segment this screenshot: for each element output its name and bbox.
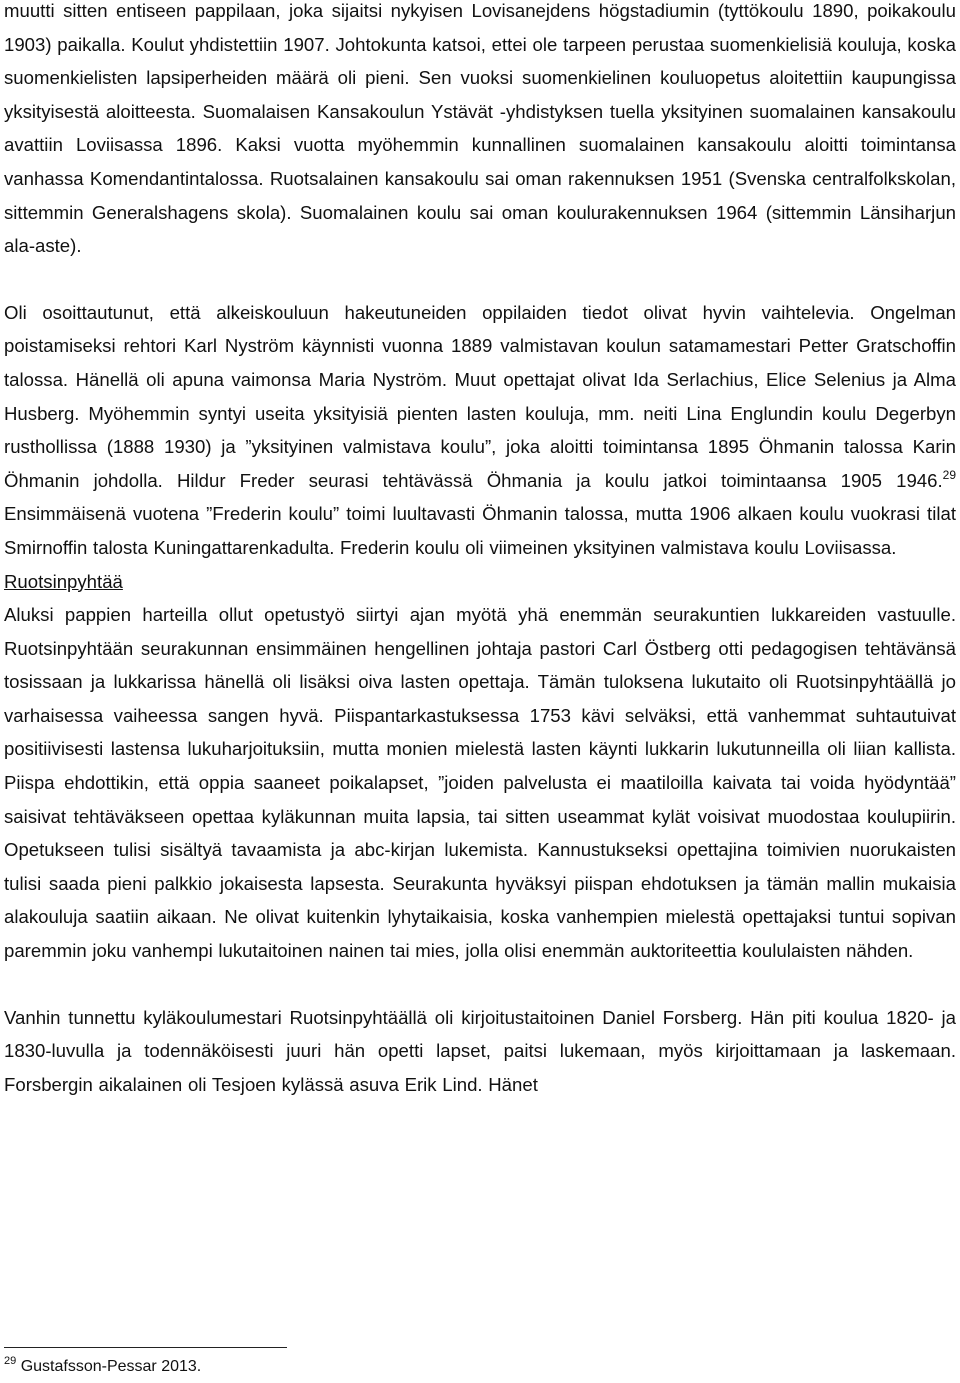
paragraph-text-continued: Ensimmäisenä vuotena ”Frederin koulu” toimi luultavasti Öhmanin talossa, mutta 1906 alkaen koulu vuokrasi tilat Smirnoffin talosta Kuningattarenkadulta. Frederin koulu oli viimeinen yksityinen valmistava koulu Loviisassa. [4, 503, 956, 558]
footnote-separator [4, 1347, 287, 1348]
document-page [4, 0, 956, 1101]
footnote-number: 29 [4, 1355, 17, 1367]
footnote-text: Gustafsson-Pessar 2013. [16, 1358, 202, 1375]
footnote [4, 1356, 201, 1378]
paragraph-text: Oli osoittautunut, että alkeiskouluun hakeutuneiden oppilaiden tiedot olivat hyvin vaihtelevia. Ongelman poistamiseksi rehtori Karl Nyström käynnisti vuonna 1889 valmistavan koulun satamamestari Petter Gratschoffin talossa. Hänellä oli apuna vaimonsa Maria Nyström. Muut opettajat olivat Ida Serlachius, Elice Selenius ja Alma Husberg. Myöhemmin syntyi useita yksityisiä pienten lasten kouluja, mm. neiti Lina Englundin koulu Degerbyn rusthollissa (1888 1930) ja ”yksityinen valmistava koulu”, joka aloitti toimintansa 1895 Öhmanin talossa Karin Öhmanin johdolla. Hildur Freder seurasi tehtävässä Öhmania ja koulu jatkoi toimintaansa 1905 1946. [4, 301, 956, 491]
footnote-reference[interactable]: 29 [942, 467, 956, 482]
paragraph-ruotsinpyhtaa-teaching: Aluksi pappien harteilla ollut opetustyö siirtyi ajan myötä yhä enemmän seurakuntien lukkareiden vastuulle. Ruotsinpyhtään seurakunnan ensimmäinen hengellinen johtaja pastori Carl Östberg otti pedagogisen tehtävänsä tosissaan ja lukkarissa hänellä oli lisäksi oiva lasten opettaja. Tämän tuloksena lukutaito oli Ruotsinpyhtäällä jo varhaisessa vaiheessa sangen hyvä. Piispantarkastuksessa 1753 kävi selväksi, että vanhemmat suhtautuivat positiivisesti lastensa lukuharjoituksiin, mutta monien mielestä lasten käynti lukkarin lukutunneilla oli liian kallista. Piispa ehdottikin, että oppia saaneet poikalapset, ”joiden palvelusta ei maatiloilla kaivata tai voida hyödyntää” saisivat tehtäväkseen opettaa kyläkunnan muita lapsia, tai sitten useammat kylät voisivat muodostaa koulupiirin. Opetukseen tulisi sisältyä tavaamista ja abc-kirjan lukemista. Kannustukseksi opettajina toimivien nuorukaisten tulisi saada pieni palkkio jokaisesta lapsesta. Seurakunta hyväksyi piispan ehdotuksen ja tämän mallin mukaisia alakouluja saatiin aikaan. Ne olivat kuitenkin lyhytaikaisia, koska vanhempien mielestä opettajaksi tuntui sopivan paremmin joku vanhempi lukutaitoinen nainen tai mies, jolla olisi enemmän auktoriteettia koululaisten nähden. [4, 604, 956, 962]
paragraph-village-schoolmasters: Vanhin tunnettu kyläkoulumestari Ruotsinpyhtäällä oli kirjoitustaitoinen Daniel Forsberg. Hän piti koulua 1820- ja 1830-luvulla ja todennäköisesti juuri hän opetti lapset, paitsi lukemaan, myös kirjoittamaan ja laskemaan. Forsbergin aikalainen oli Tesjoen kylässä asuva Erik Lind. Hänet [4, 1006, 956, 1095]
paragraph-preparatory-schools [4, 296, 956, 565]
paragraph-loviisa-schools: muutti sitten entiseen pappilaan, joka sijaitsi nykyisen Lovisanejdens högstadiumin (tyttökoulu 1890, poikakoulu 1903) paikalla. Koulut yhdistettiin 1907. Johtokunta katsoi, ettei ole tarpeen perustaa suomenkielisiä kouluja, koska suomenkielisten lapsiperheiden määrä oli pieni. Sen vuoksi suomenkielinen kouluopetus aloitettiin kaupungissa yksityisestä aloitteesta. Suomalaisen Kansakoulun Ystävät -yhdistyksen tuella yksityinen suomalainen kansakoulu avattiin Loviisassa 1896. Kaksi vuotta myöhemmin kunnallinen suomalainen kansakoulu aloitti toimintansa vanhassa Komendantintalossa. Ruotsalainen kansakoulu sai oman rakennuksen 1951 (Svenska centralfolkskolan, sittemmin Generalshagens skola). Suomalainen koulu sai oman koulurakennuksen 1964 (sittemmin Länsiharjun ala-aste). [4, 0, 956, 257]
section-heading-ruotsinpyhtaa: Ruotsinpyhtää [4, 570, 123, 592]
